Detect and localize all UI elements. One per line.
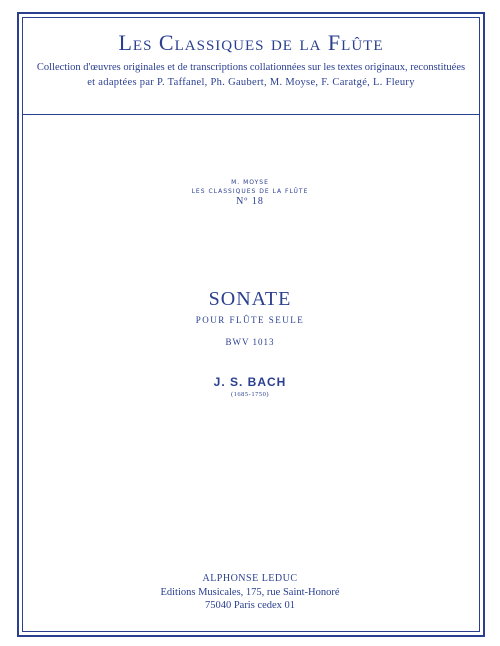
editors-line: et adaptées par P. Taffanel, Ph. Gaubert, M. Moyse, F. Caratgé, L. Fleury [87, 77, 415, 88]
publisher-city: 75040 Paris cedex 01 [204, 600, 296, 611]
composer-block [0, 374, 500, 399]
catalog-number: BWV 1013 [225, 337, 275, 347]
series-number: Nº 18 [236, 196, 264, 207]
series-info [0, 178, 500, 208]
composer-dates: (1685-1750) [231, 391, 269, 398]
composer-name: J. S. BACH [213, 375, 287, 389]
collection-description: Collection d'œuvres originales et de transcriptions collationnées sur les textes originaux, reconstituées [36, 62, 466, 73]
series-name: LES CLASSIQUES DE LA FLÛTE [191, 188, 309, 195]
work-subtitle: POUR FLÛTE SEULE [195, 315, 305, 325]
publisher-block [0, 572, 500, 612]
series-editor: M. MOYSE [231, 179, 269, 186]
publisher-address: Editions Musicales, 175, rue Saint-Honoré [160, 587, 340, 598]
series-header [22, 17, 480, 115]
work-title-block [0, 287, 500, 349]
publisher-name: ALPHONSE LEDUC [202, 573, 298, 584]
series-title: Les Classiques de la Flûte [118, 30, 384, 55]
work-title: SONATE [208, 288, 292, 310]
